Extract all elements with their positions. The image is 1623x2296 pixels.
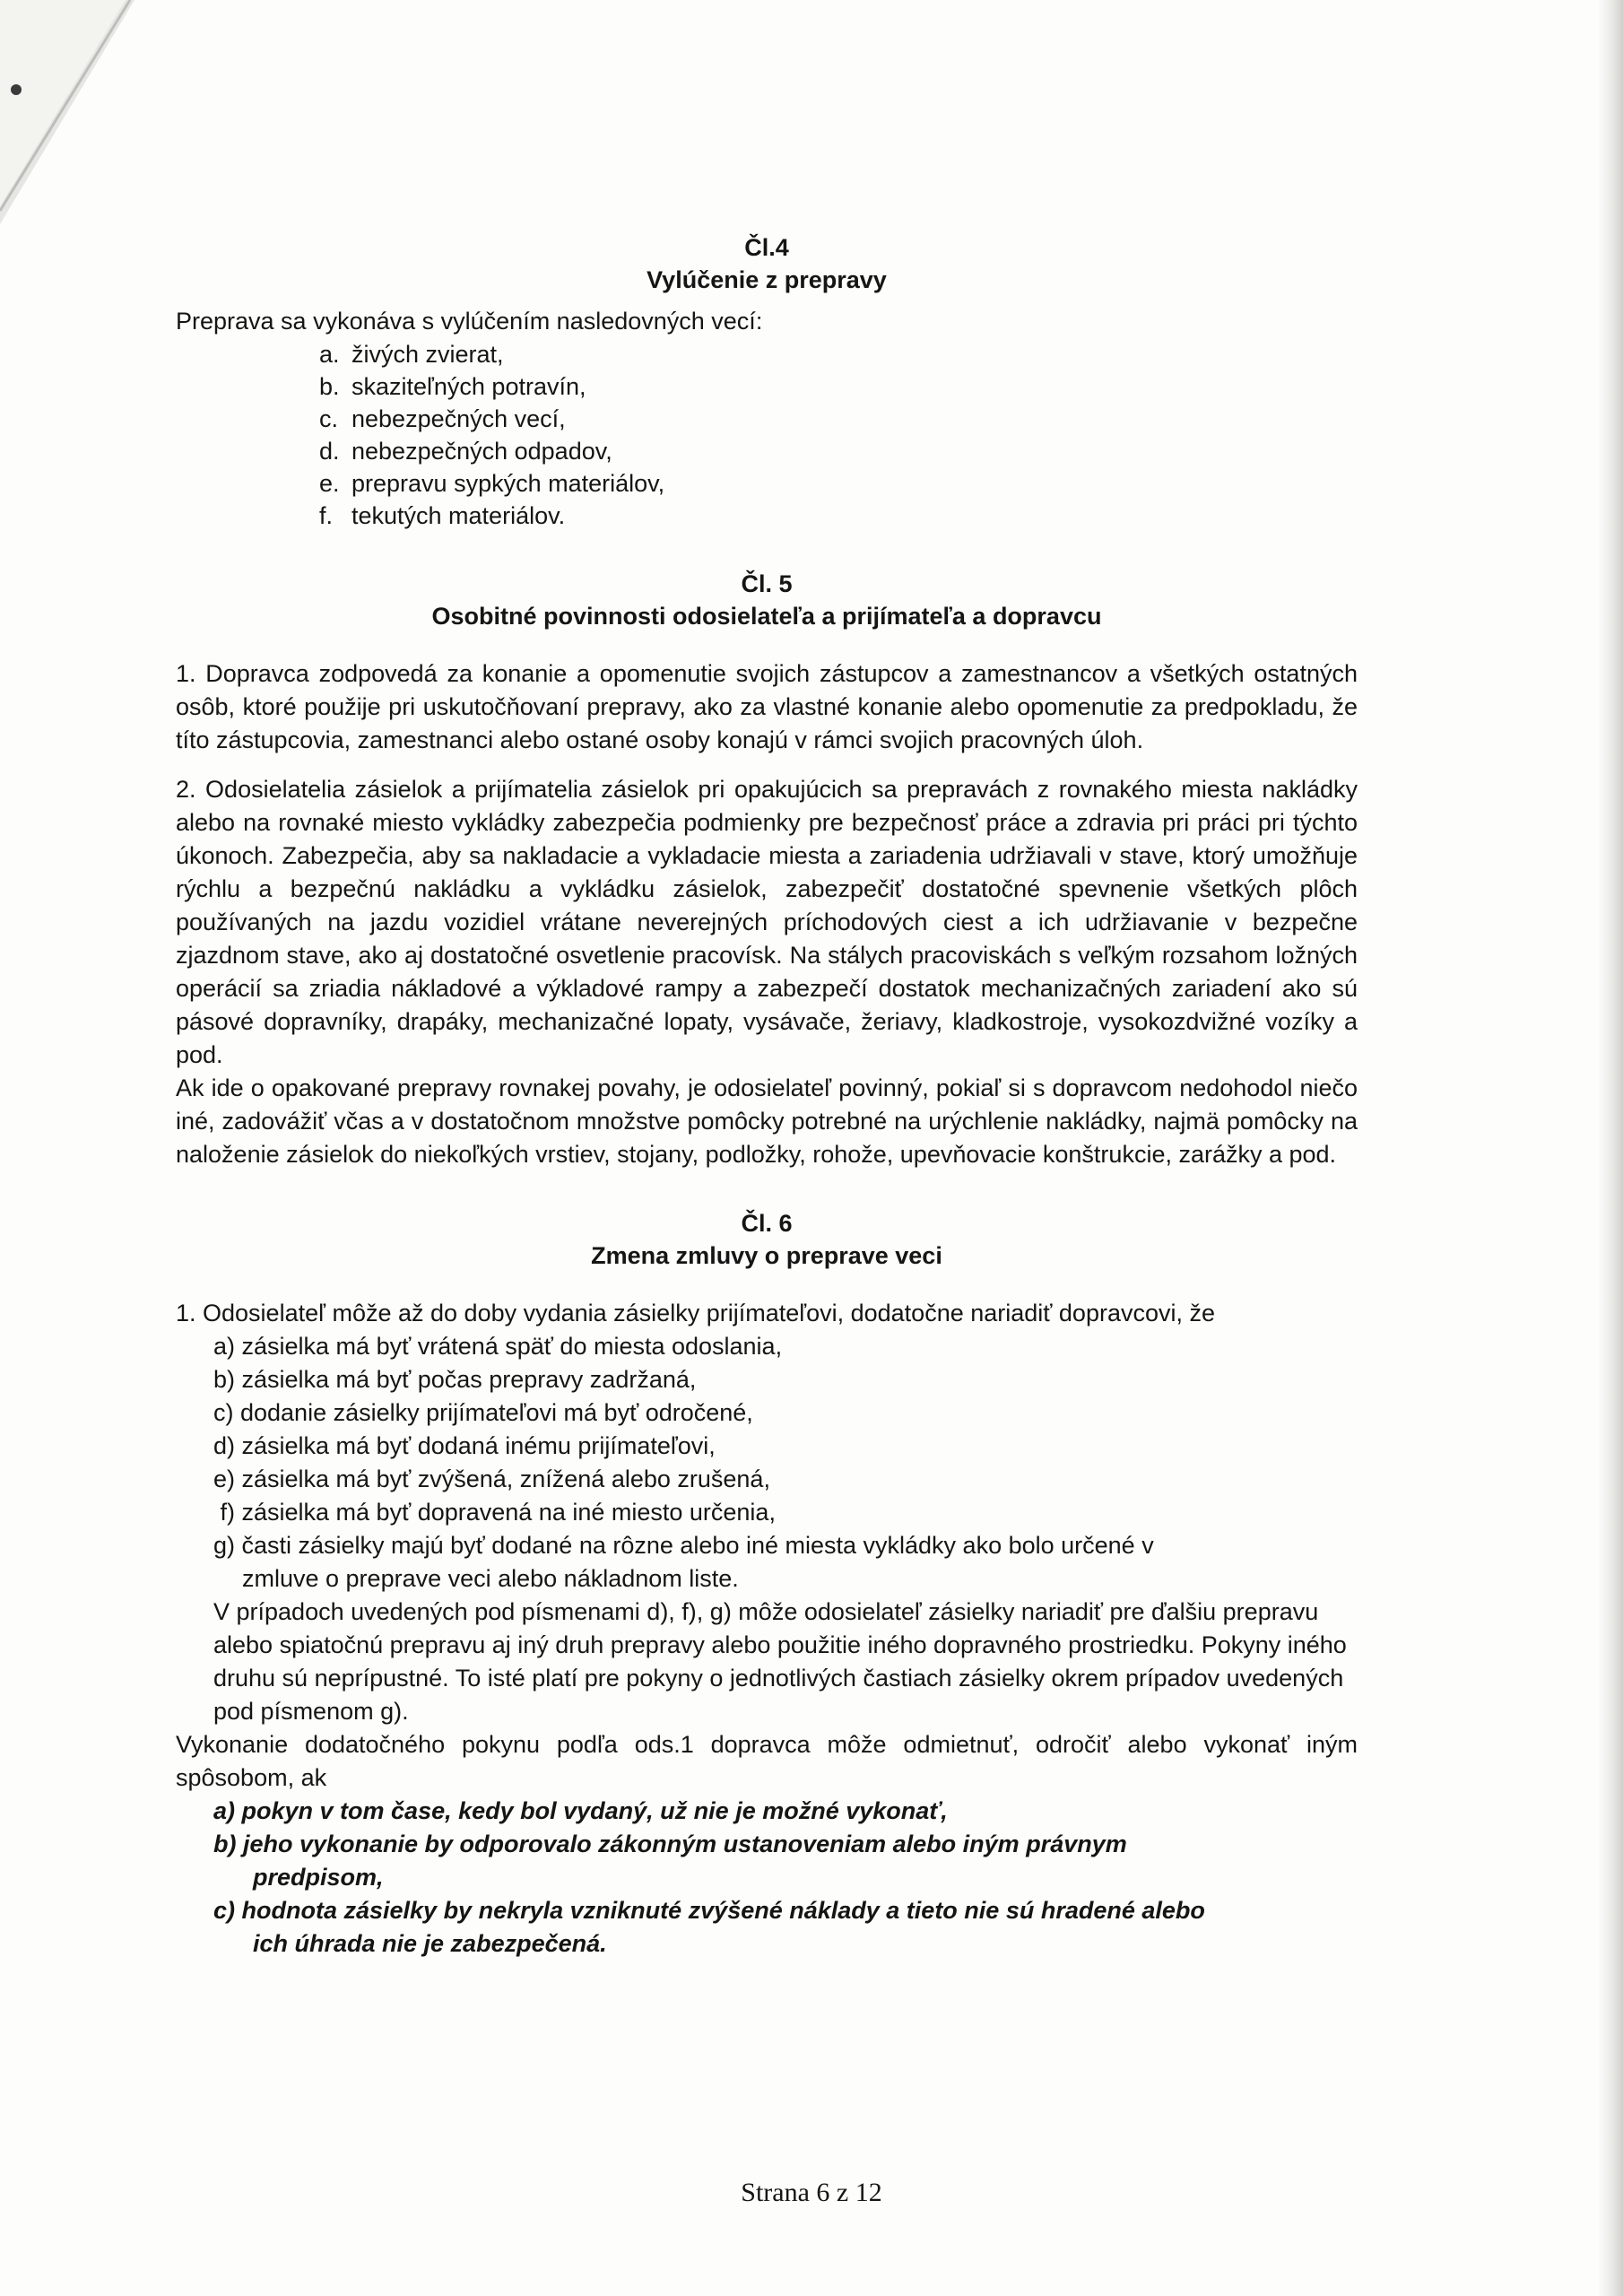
scan-edge — [1596, 0, 1623, 2296]
article-6-note: V prípadoch uvedených pod písmenami d), f), g) môže odosielateľ zásielky nariadiť pre ďalšiu prepravu alebo spiatočnú prepravu aj iný druh prepravy alebo použitie iného dopravného prostriedku. Pokyny iného druhu sú neprípustné. To isté platí pre pokyny o jednotlivých častiach zásielky okrem prípadov uvedených pod písmenom g). — [213, 1598, 1347, 1725]
article-5-paragraph-2: 2. Odosielatelia zásielok a prijímatelia zásielok pri opakujúcich sa prepravách z rovnakého miesta nakládky alebo na rovnaké miesto vykládky zabezpečia podmienky pre bezpečnosť práce a zdravia pri práci pri týchto úkonoch. Zabezpečia, aby sa nakladacie a vykladacie miesta a zariadenia udržiavali v stave, ktorý umožňuje rýchlu a bezpečnú nakládku a vykládku zásielok, zabezpečiť dostatočné spevnenie všetkých plôch používaných na jazdu vozidiel vrátane neverejných príchodových ciest a ich udržiavanie v bezpečne zjazdnom stave, ako aj dostatočné osvetlenie pracovísk. Na stálych pracoviskách s veľkým rozsahom ložných operácií sa zriadia nákladové a výkladové rampy a zabezpečí dostatok mechanizačných zariadení ako sú pásové dopravníky, drapáky, mechanizačné lopaty, vysávače, žeriavy, kladkostroje, vysokozdvižné vozíky a pod. — [176, 776, 1358, 1068]
list-item: e) zásielka má byť zvýšená, znížená alebo zrušená, — [213, 1465, 770, 1492]
article-6-refusal: Vykonanie dodatočného pokynu podľa ods.1 dopravca môže odmietnuť, odročiť alebo vykonať iným spôsobom, ak — [176, 1731, 1358, 1791]
list-item: g) časti zásielky majú byť dodané na rôzne alebo iné miesta vykládky ako bolo určené v zmluve o preprave veci alebo nákladnom liste. — [213, 1532, 1154, 1592]
article-4-heading — [176, 231, 1358, 296]
list-item: b) jeho vykonanie by odporovalo zákonným ustanoveniam alebo iným právnym predpisom, — [213, 1831, 1127, 1891]
refusal-conditions-list — [176, 1795, 1358, 1961]
article-5-title: Osobitné povinnosti odosielateľa a prijímateľa a dopravcu — [431, 603, 1102, 630]
list-item: a) zásielka má byť vrátená späť do miesta odoslania, — [213, 1333, 783, 1360]
article-6-intro: 1. Odosielateľ môže až do doby vydania zásielky prijímateľovi, dodatočne nariadiť dopravcovi, že — [176, 1300, 1215, 1326]
list-item: e. prepravu sypkých materiálov, — [319, 470, 665, 497]
list-item: b. skaziteľných potravín, — [319, 373, 586, 400]
list-item: a) pokyn v tom čase, kedy bol vydaný, už nie je možné vykonať, — [213, 1797, 948, 1824]
instruction-options-list — [176, 1330, 1358, 1596]
article-4-number: Čl.4 — [744, 234, 789, 261]
document-body — [176, 231, 1358, 1961]
scan-corner-artifact — [0, 0, 161, 233]
article-6-title: Zmena zmluvy o preprave veci — [591, 1242, 942, 1269]
list-item: a. živých zvierat, — [319, 341, 504, 368]
list-item: c. nebezpečných vecí, — [319, 405, 566, 432]
article-4-intro: Preprava sa vykonáva s vylúčením nasledovných vecí: — [176, 308, 763, 335]
article-5-heading — [176, 568, 1358, 632]
article-5-paragraph-3: Ak ide o opakované prepravy rovnakej povahy, je odosielateľ povinný, pokiaľ si s dopravcom nedohodol niečo iné, zadovážiť včas a v dostatočnom množstve pomôcky potrebné na urýchlenie nakládky, najmä pomôcky na naloženie zásielok do niekoľkých vrstiev, stojany, podložky, rohože, upevňovacie konštrukcie, zarážky a pod. — [176, 1074, 1358, 1168]
list-item: f) zásielka má byť dopravená na iné miesto určenia, — [213, 1499, 776, 1526]
excluded-items-list — [176, 338, 1358, 532]
list-item: d) zásielka má byť dodaná inému prijímateľovi, — [213, 1432, 716, 1459]
list-item: f. tekutých materiálov. — [319, 502, 566, 529]
page-number: Strana 6 z 12 — [741, 2178, 882, 2207]
article-5-paragraph-1: 1. Dopravca zodpovedá za konanie a opomenutie svojich zástupcov a zamestnancov a všetkých ostatných osôb, ktoré použije pri uskutočňovaní prepravy, ako za vlastné konanie alebo opomenutie za predpokladu, že títo zástupcovia, zamestnanci alebo ostané osoby konajú v rámci svojich pracovných úloh. — [176, 660, 1358, 753]
article-6-heading — [176, 1207, 1358, 1272]
list-item: c) hodnota zásielky by nekryla vzniknuté zvýšené náklady a tieto nie sú hradené alebo ich úhrada nie je zabezpečená. — [213, 1897, 1205, 1957]
list-item: d. nebezpečných odpadov, — [319, 438, 612, 465]
list-item: c) dodanie zásielky prijímateľovi má byť odročené, — [213, 1399, 753, 1426]
article-5-number: Čl. 5 — [741, 570, 793, 597]
list-item: b) zásielka má byť počas prepravy zadržaná, — [213, 1366, 697, 1393]
article-4-title: Vylúčenie z prepravy — [647, 266, 887, 293]
article-6-number: Čl. 6 — [741, 1210, 793, 1237]
